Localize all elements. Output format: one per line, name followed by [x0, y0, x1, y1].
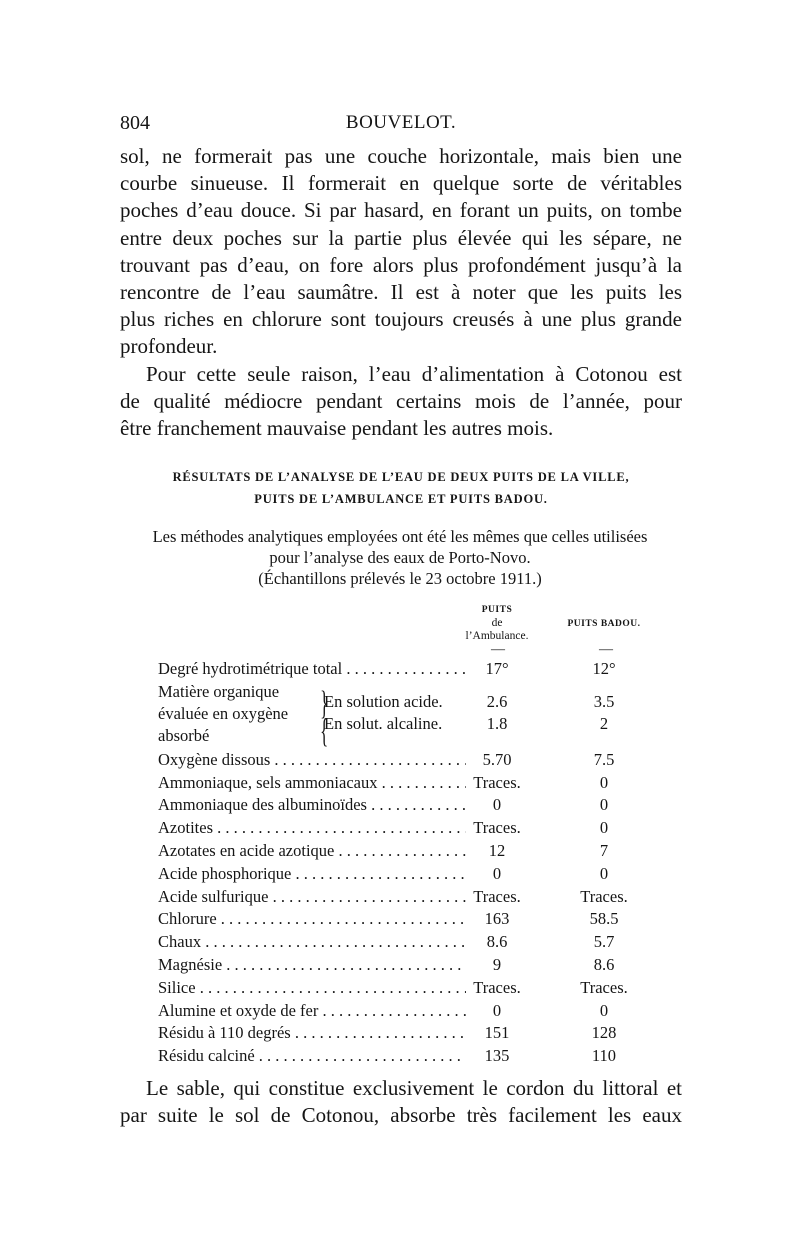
- value-badou: 0: [599, 818, 609, 838]
- label-line: évaluée en oxygène: [158, 703, 289, 723]
- value-ambulance: 151: [484, 1023, 510, 1043]
- table-row: [158, 908, 678, 931]
- header-dash: —: [491, 642, 505, 657]
- header-dash: —: [599, 642, 613, 657]
- text-line: trouvant pas d’eau, on fore alors plus profondément jusqu’à la: [120, 252, 682, 277]
- table-row: [158, 1022, 678, 1045]
- value-badou: Traces.: [580, 977, 628, 997]
- page-header: [120, 112, 682, 142]
- running-head: BOUVELOT.: [345, 112, 457, 133]
- value-ambulance: 0: [492, 863, 502, 883]
- value-badou: 0: [599, 772, 609, 792]
- row-label: Chlorure . . .: [158, 908, 466, 931]
- sample-date-note: (Échantillons prélevés le 23 octobre 1911.): [258, 569, 542, 588]
- row-label: Résidu calciné . . .: [158, 1045, 466, 1068]
- text-line: poches d’eau douce. Si par hasard, en forant un puits, on tombe: [120, 198, 682, 223]
- row-label: Magnésie . . .: [158, 954, 466, 977]
- value-ambulance: 0: [492, 1000, 502, 1020]
- text-line: être franchement mauvaise pendant les autres mois.: [120, 416, 554, 441]
- brace: }: [320, 684, 329, 722]
- row-label: Silice . . .: [158, 977, 466, 1000]
- table-row: [158, 749, 678, 772]
- value-ambulance: Traces.: [473, 818, 521, 838]
- value-badou: Traces.: [580, 886, 628, 906]
- section-subtitle: PUITS DE L’AMBULANCE ET PUITS BADOU.: [254, 492, 548, 506]
- brace: {: [320, 712, 329, 750]
- value-badou: 2: [599, 713, 609, 733]
- header-line: l’Ambulance.: [465, 630, 529, 642]
- row-label: Ammoniaque des albuminoïdes . . .: [158, 794, 466, 817]
- value-badou: 110: [591, 1046, 617, 1066]
- value-badou: 3.5: [593, 691, 615, 711]
- value-ambulance: 163: [484, 909, 510, 929]
- sub-row-label: En solution acide.: [324, 691, 443, 711]
- paragraph-3: [120, 1075, 682, 1129]
- column-header-badou: PUITS BADOU.: [567, 619, 641, 629]
- row-label: Degré hydrotimétrique total . . .: [158, 658, 466, 681]
- row-label: Alumine et oxyde de fer . . .: [158, 1000, 466, 1023]
- value-badou: 7.5: [593, 749, 615, 769]
- row-label: Résidu à 110 degrés . . .: [158, 1022, 466, 1045]
- value-badou: 0: [599, 863, 609, 883]
- table-row: [158, 863, 678, 886]
- text-line: de qualité médiocre pendant certains mois de l’année, pour: [120, 389, 682, 414]
- text-line: par suite le sol de Cotonou, absorbe très facilement les eaux: [120, 1103, 682, 1128]
- value-ambulance: 9: [492, 954, 502, 974]
- table-row: [158, 1000, 678, 1023]
- value-badou: 8.6: [593, 954, 615, 974]
- row-label: Ammoniaque, sels ammoniacaux . . .: [158, 772, 466, 795]
- value-ambulance: 2.6: [486, 691, 508, 711]
- value-ambulance: 0: [492, 795, 502, 815]
- table-row: [158, 817, 678, 840]
- header-line: PUITS: [481, 605, 513, 615]
- row-label: Oxygène dissous . . .: [158, 749, 466, 772]
- row-label: Azotites . . .: [158, 817, 466, 840]
- header-line: de: [491, 617, 503, 629]
- analysis-table: [158, 658, 678, 1068]
- value-ambulance: Traces.: [473, 886, 521, 906]
- table-row: [158, 840, 678, 863]
- section-title: RÉSULTATS DE L’ANALYSE DE L’EAU DE DEUX PUITS DE LA VILLE,: [172, 470, 630, 484]
- value-badou: 0: [599, 1000, 609, 1020]
- value-ambulance: 135: [484, 1046, 510, 1066]
- table-row: [158, 931, 678, 954]
- label-line: absorbé: [158, 725, 210, 745]
- organic-matter-label: [158, 681, 318, 747]
- value-ambulance: Traces.: [473, 772, 521, 792]
- column-header-ambulance: [454, 604, 540, 643]
- paragraph-1: [120, 143, 682, 361]
- label-line: Matière organique: [158, 681, 280, 701]
- value-badou: 12°: [592, 659, 616, 678]
- text-line: Le sable, qui constitue exclusivement le cordon du littoral et: [146, 1076, 682, 1100]
- value-badou: 0: [599, 795, 609, 815]
- row-label: Acide sulfurique . . .: [158, 886, 466, 909]
- method-note: pour l’analyse des eaux de Porto-Novo.: [269, 548, 531, 567]
- value-badou: 128: [591, 1023, 617, 1043]
- text-line: rencontre de l’eau saumâtre. Il est à noter que les puits les: [120, 279, 682, 304]
- table-row: [158, 658, 678, 681]
- table-row: [158, 954, 678, 977]
- table-row: [158, 1045, 678, 1068]
- table-row: [158, 772, 678, 795]
- page-number: 804: [120, 112, 150, 134]
- value-ambulance: 17°: [485, 659, 509, 678]
- text-line: sol, ne formerait pas une couche horizontale, mais bien une: [120, 144, 682, 168]
- text-line: entre deux poches sur la partie plus élevée qui les sépare, ne: [120, 225, 682, 250]
- text-line: Pour cette seule raison, l’eau d’alimentation à Cotonou est: [146, 362, 682, 386]
- table-row: [158, 886, 678, 909]
- table-row: [158, 794, 678, 817]
- value-ambulance: 1.8: [486, 713, 508, 733]
- row-label: Chaux . . .: [158, 931, 466, 954]
- paragraph-2: [120, 361, 682, 443]
- method-note: Les méthodes analytiques employées ont été les mêmes que celles utilisées: [152, 527, 648, 546]
- value-ambulance: 12: [488, 840, 506, 860]
- text-line: profondeur.: [120, 334, 218, 359]
- row-label: Acide phosphorique . . .: [158, 863, 466, 886]
- value-badou: 5.7: [593, 932, 615, 952]
- value-ambulance: 8.6: [486, 932, 508, 952]
- text-line: plus riches en chlorure sont toujours creusés à une plus grande: [120, 307, 682, 332]
- table-body: [158, 749, 678, 1068]
- value-ambulance: Traces.: [473, 977, 521, 997]
- text-line: courbe sinueuse. Il formerait en quelque sorte de véritables: [120, 171, 682, 196]
- sub-row-label: En solut. alcaline.: [324, 713, 443, 733]
- row-label: Azotates en acide azotique . . .: [158, 840, 466, 863]
- value-ambulance: 5.70: [482, 749, 512, 769]
- table-row: [158, 977, 678, 1000]
- value-badou: 58.5: [589, 909, 619, 929]
- value-badou: 7: [599, 840, 609, 860]
- organic-matter-block: [158, 681, 678, 749]
